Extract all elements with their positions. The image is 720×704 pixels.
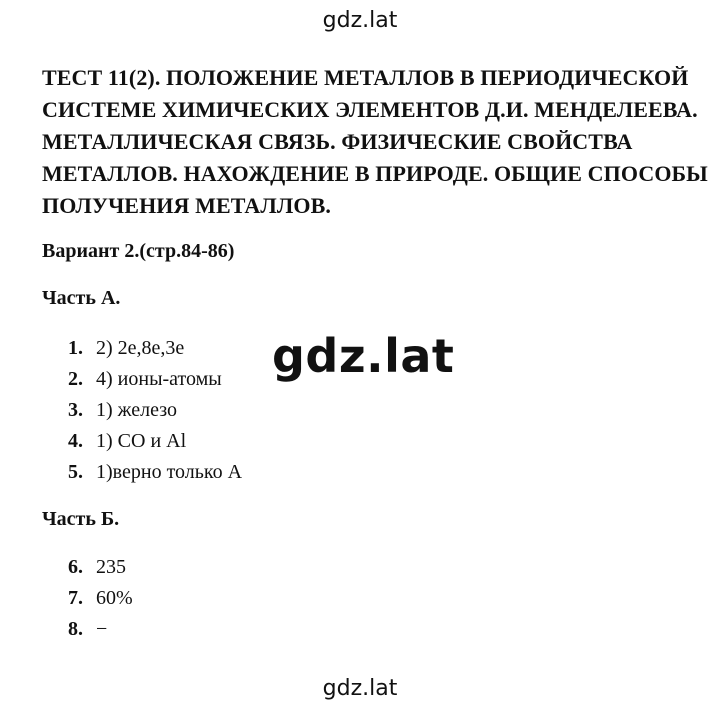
answer-text: 1) CO и Al — [96, 430, 187, 452]
answer-number: 1. — [68, 337, 83, 359]
answer-text: 2) 2e,8e,3e — [96, 337, 185, 359]
watermark-bottom: gdz.lat — [322, 676, 398, 701]
answer-text: 235 — [96, 556, 126, 578]
answer-item — [68, 333, 242, 364]
part-a-heading: Часть А. — [42, 287, 121, 309]
answer-item — [68, 552, 133, 583]
answer-item — [68, 457, 242, 488]
test-title — [42, 62, 708, 222]
variant-heading: Вариант 2.(стр.84-86) — [42, 240, 235, 262]
answer-number: 5. — [68, 461, 83, 483]
answer-item — [68, 583, 133, 614]
answer-text: − — [96, 618, 108, 640]
answer-text: 1)верно только А — [96, 461, 243, 483]
part-a-answer-list — [68, 333, 242, 488]
answer-item — [68, 614, 133, 645]
title-line: СИСТЕМЕ ХИМИЧЕСКИХ ЭЛЕМЕНТОВ Д.И. МЕНДЕЛЕЕВА. — [42, 97, 698, 122]
title-line: ТЕСТ 11(2). ПОЛОЖЕНИЕ МЕТАЛЛОВ В ПЕРИОДИЧЕСКОЙ — [42, 65, 689, 90]
answer-item — [68, 426, 242, 457]
answer-item — [68, 364, 242, 395]
answer-text: 1) железо — [96, 399, 177, 421]
answer-text: 60% — [96, 587, 133, 609]
answer-item — [68, 395, 242, 426]
answer-number: 3. — [68, 399, 83, 421]
answer-number: 8. — [68, 618, 83, 640]
answer-number: 4. — [68, 430, 83, 452]
watermark-top: gdz.lat — [322, 8, 398, 33]
answer-text: 4) ионы-атомы — [96, 368, 222, 390]
answer-number: 2. — [68, 368, 83, 390]
watermark-middle: gdz.lat — [272, 329, 455, 383]
answer-number: 6. — [68, 556, 83, 578]
title-line: МЕТАЛЛОВ. НАХОЖДЕНИЕ В ПРИРОДЕ. ОБЩИЕ СПОСОБЫ — [42, 161, 708, 186]
title-line: МЕТАЛЛИЧЕСКАЯ СВЯЗЬ. ФИЗИЧЕСКИЕ СВОЙСТВА — [42, 129, 633, 154]
title-line: ПОЛУЧЕНИЯ МЕТАЛЛОВ. — [42, 193, 331, 218]
part-b-answer-list — [68, 552, 133, 645]
part-b-heading: Часть Б. — [42, 508, 120, 530]
answer-number: 7. — [68, 587, 83, 609]
